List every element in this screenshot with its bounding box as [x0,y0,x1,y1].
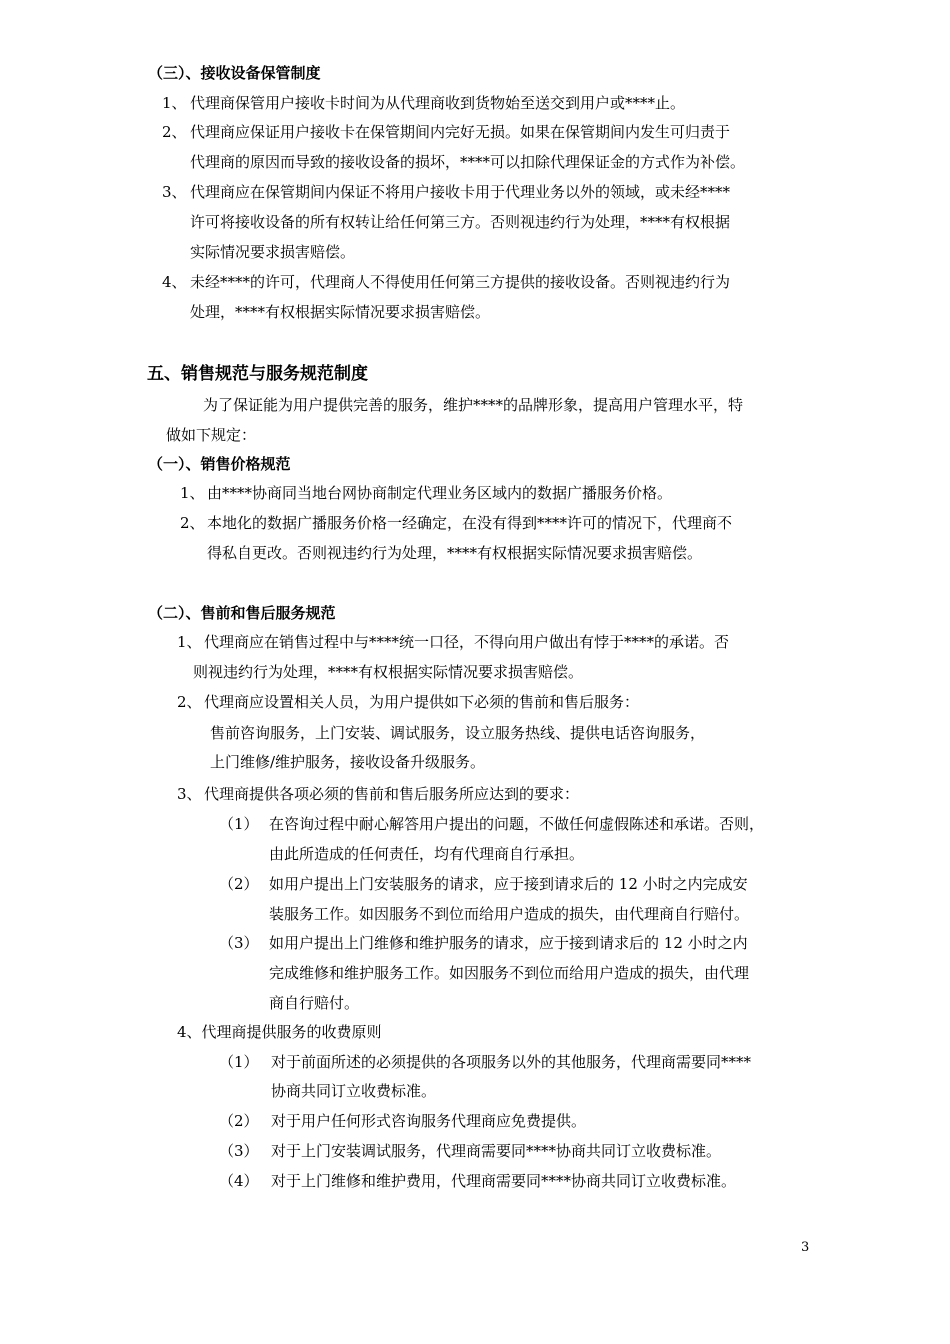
section-heading-storage: （三）、接收设备保管制度 [148,64,321,82]
list-item-text: 代理商保管用户接收卡时间为从代理商收到货物始至送交到用户或****止。 [190,94,686,112]
sub-list-text: 在咨询过程中耐心解答用户提出的问题，不做任何虚假陈述和承诺。否则， [269,815,765,833]
list-item-text: 代理商应设置相关人员，为用户提供如下必须的售前和售后服务： [204,693,640,711]
sub-list-text: 协商共同订立收费标准。 [271,1082,437,1100]
list-item-text: 由****协商同当地台网协商制定代理业务区域内的数据广播服务价格。 [207,484,673,502]
sub-list-number: （3） [219,1142,259,1160]
list-item-text: 得私自更改。否则视违约行为处理，****有权根据实际情况要求损害赔偿。 [207,544,703,562]
list-number: 3、 [162,183,187,201]
list-number: 2、 [162,123,187,141]
list-item-text: 代理商的原因而导致的接收设备的损坏，****可以扣除代理保证金的方式作为补偿。 [190,153,746,171]
list-number: 1、 [177,633,202,651]
list-item-text: 许可将接收设备的所有权转让给任何第三方。否则视违约行为处理，****有权根据 [190,213,731,231]
intro-paragraph: 为了保证能为用户提供完善的服务，维护****的品牌形象，提高用户管理水平，特 [203,396,744,414]
sub-list-text: 对于上门安装调试服务，代理商需要同****协商共同订立收费标准。 [271,1142,722,1160]
sub-list-number: （1） [219,1053,259,1071]
sub-list-text: 对于前面所述的必须提供的各项服务以外的其他服务，代理商需要同**** [271,1053,752,1071]
list-item-text: 代理商应保证用户接收卡在保管期间内完好无损。如果在保管期间内发生可归责于 [190,123,731,141]
list-item-text: 代理商提供各项必须的售前和售后服务所应达到的要求： [204,785,580,803]
sub-list-text: 完成维修和维护服务工作。如因服务不到位而给用户造成的损失，由代理 [269,964,750,982]
list-item-text: 则视违约行为处理，****有权根据实际情况要求损害赔偿。 [193,663,584,681]
service-list-text: 售前咨询服务，上门安装、调试服务，设立服务热线、提供电话咨询服务， [210,724,706,742]
sub-list-text: 商自行赔付。 [269,994,360,1012]
sub-list-number: （3） [219,934,259,952]
list-number: 2、 [180,514,205,532]
sub-list-number: （2） [219,875,259,893]
list-item-text: 本地化的数据广播服务价格一经确定，在没有得到****许可的情况下，代理商不 [207,514,733,532]
list-item-text: 实际情况要求损害赔偿。 [190,243,356,261]
service-list-text: 上门维修/维护服务，接收设备升级服务。 [210,753,486,771]
sub-list-text: 由此所造成的任何责任，均有代理商自行承担。 [269,845,585,863]
list-number: 1、 [180,484,205,502]
sub-list-number: （2） [219,1112,259,1130]
sub-list-text: 如用户提出上门安装服务的请求，应于接到请求后的 12 小时之内完成安 [269,875,748,893]
list-item-text: 代理商应在保管期间内保证不将用户接收卡用于代理业务以外的领域，或未经**** [190,183,731,201]
list-number: 3、 [177,785,202,803]
sub-list-text: 对于用户任何形式咨询服务代理商应免费提供。 [271,1112,587,1130]
list-number: 1、 [162,94,187,112]
subsection-heading-service: （二）、售前和售后服务规范 [148,604,336,622]
sub-list-number: （4） [219,1172,259,1190]
list-number: 4、 [162,273,187,291]
sub-list-number: （1） [219,815,259,833]
list-item-text: 处理，****有权根据实际情况要求损害赔偿。 [190,303,491,321]
list-item-text: 代理商应在销售过程中与****统一口径，不得向用户做出有悖于****的承诺。否 [204,633,730,651]
intro-paragraph: 做如下规定： [166,426,257,444]
chapter-title: 五、销售规范与服务规范制度 [147,364,368,384]
sub-list-text: 对于上门维修和维护费用，代理商需要同****协商共同订立收费标准。 [271,1172,737,1190]
list-item-text: 未经****的许可，代理商人不得使用任何第三方提供的接收设备。否则视违约行为 [190,273,731,291]
list-number: 2、 [177,693,202,711]
page-number: 3 [801,1240,810,1255]
sub-list-text: 如用户提出上门维修和维护服务的请求，应于接到请求后的 12 小时之内 [269,934,748,952]
subsection-heading-pricing: （一）、销售价格规范 [148,455,291,473]
sub-list-text: 装服务工作。如因服务不到位而给用户造成的损失，由代理商自行赔付。 [269,905,750,923]
list-item-text: 4、代理商提供服务的收费原则 [177,1023,382,1041]
